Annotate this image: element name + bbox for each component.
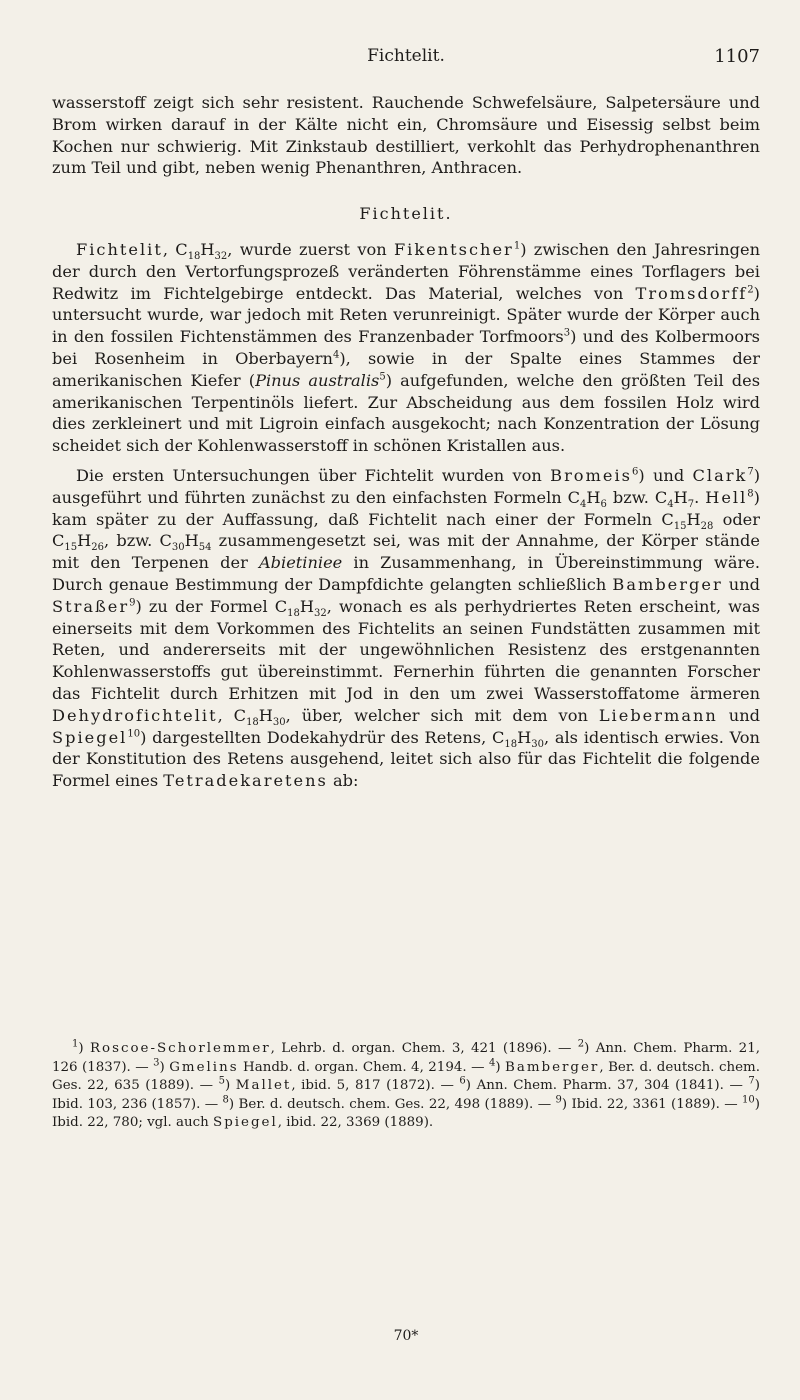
text-run: ) aufgefunden, welche den größten Teil des amerikanischen Terpentinöls liefert. Zur Abscheidung aus dem fossilen Holz wird dies zerkleinert und mit Ligroin einfach ausgekocht; nach Konzentration der Lösung scheidet sich der Kohlenwasserstoff in schönen Kristallen aus. bbox=[52, 370, 760, 456]
footnote-ref: 4 bbox=[332, 349, 340, 361]
footnote-ref: 2 bbox=[747, 284, 754, 296]
formula-h-symbol: H bbox=[200, 239, 215, 259]
footnote-list: $^1$) Roscoe-Schorlemmer, Lehrb. d. organ. Chem. 3, 421 (1896). — $^2$) Ann. Chem. Pharm. 21, 126 (1837). — $^3$) Gmelins Handb. d. organ. Chem. 4, 2194. — $^4$) Bamberger, Ber. d. deutsch. chem. Ges. 22, 635 (1889). — $^5$) Mallet, ibid. 5, 817 (1872). — $^6$) Ann. Chem. Pharm. 37, 304 (1841). — $^7$) Ibid. 103, 236 (1857). — $^8$) Ber. d. deutsch. chem. Ges. 22, 498 (1889). — $^9$) Ibid. 22, 3361 (1889). — $^{10}$) Ibid. 22, 780; vgl. auch Spiegel, ibid. 22, 3369 (1889). bbox=[52, 1038, 761, 1131]
intro-paragraph: wasserstoff zeigt sich sehr resistent. Rauchende Schwefelsäure, Salpetersäure und Brom wirken darauf in der Kälte nicht ein, Chromsäure und Eisessig selbst beim Kochen nur schwierig. Mit Zinkstaub destilliert, verkohlt das Perhydrophenanthren zum Teil und gibt, neben wenig Phenanthren, Anthracen. bbox=[52, 93, 760, 178]
compound-name: Fichtelit bbox=[76, 239, 163, 259]
body-text bbox=[52, 92, 760, 792]
paragraph-formula-research: Die ersten Untersuchungen über Fichtelit wurden von Bromeis$^6$) und Clark$^7$) ausgeführt und führten zunächst zu den einfachsten Formeln $C_4H_6$ bzw. $C_4H_7$. Hell$^8$) kam später zu der Auffassung, daß Fichtelit nach einer der Formeln $C_{15}H_{28}$ oder $C_{15}H_{26}$, bzw. $C_{30}H_{54}$ zusammengesetzt sei, was mit der Annahme, der Körper stände mit den Terpenen der Abietiniee in Zusammenhang, in Übereinstimmung wäre. Durch genaue Bestimmung der Dampfdichte gelangten schließlich Bamberger und Straßer$^9$) zu der Formel $C_{18}H_{32}$, wonach es als perhydriertes Reten erscheint, was einerseits mit dem Vorkommen des Fichtelits an seinen Fundstätten zusammen mit Reten, und andererseits mit der ungewöhnlichen Resistenz des erstgenannten Kohlenwasserstoffs gut übereinstimmt. Fernerhin führten die genannten Forscher das Fichtelit durch Erhitzen mit Jod in den um zwei Wasserstoffatome ärmeren Dehydrofichtelit, $C_{18}H_{30}$, über, welcher sich mit dem von Liebermann und Spiegel$^{10}$) dargestellten Dodekahydrür des Retens, $C_{18}H_{30}$, als identisch erwies. Von der Konstitution des Retens ausgehend, leitet sich also für das Fichtelit die folgende Formel eines Tetradekaretens ab: bbox=[52, 465, 761, 791]
page-number: 1107 bbox=[714, 46, 760, 67]
section-heading: Fichtelit. bbox=[359, 204, 453, 224]
text-run: ) zwischen den Jahresringen der durch den Vertorfungsprozeß veränderten Föhrenstämme eines Torflagers bei Redwitz im Fichtelgebirge entdeckt. Das Material, welches von bbox=[52, 239, 760, 303]
author-name: Fikentscher bbox=[393, 239, 514, 259]
text-run: ) und des Kolbermoors bei Rosenheim in Oberbayern bbox=[52, 327, 760, 368]
signature-mark: 70* bbox=[393, 1328, 419, 1344]
author-name: Tromsdorff bbox=[635, 283, 748, 303]
formula-h-count: 32 bbox=[214, 251, 228, 263]
text-run: ) untersucht wurde, war jedoch mit Reten verunreinigt. Später wurde der Körper auch in den fossilen Fichtenstämmen des Franzenbader Torfmoors bbox=[52, 283, 760, 347]
running-head bbox=[52, 46, 760, 70]
book-page bbox=[52, 0, 760, 1400]
footnote-ref: 5 bbox=[379, 371, 386, 383]
formula-c-count: 18 bbox=[187, 251, 201, 263]
paragraph-discovery bbox=[52, 239, 760, 457]
formula-prefix: , C bbox=[162, 239, 188, 259]
footnote-ref: 3 bbox=[563, 327, 571, 339]
text-run: , wurde zuerst von bbox=[227, 239, 394, 259]
footnote-ref: 1 bbox=[513, 240, 521, 252]
running-head-title: Fichtelit. bbox=[367, 46, 445, 66]
footnotes bbox=[52, 1040, 760, 1133]
text-run: ), sowie in der Spalte eines Stammes der amerikanischen Kiefer ( bbox=[52, 348, 761, 390]
species-name: Pinus australis bbox=[255, 370, 380, 390]
